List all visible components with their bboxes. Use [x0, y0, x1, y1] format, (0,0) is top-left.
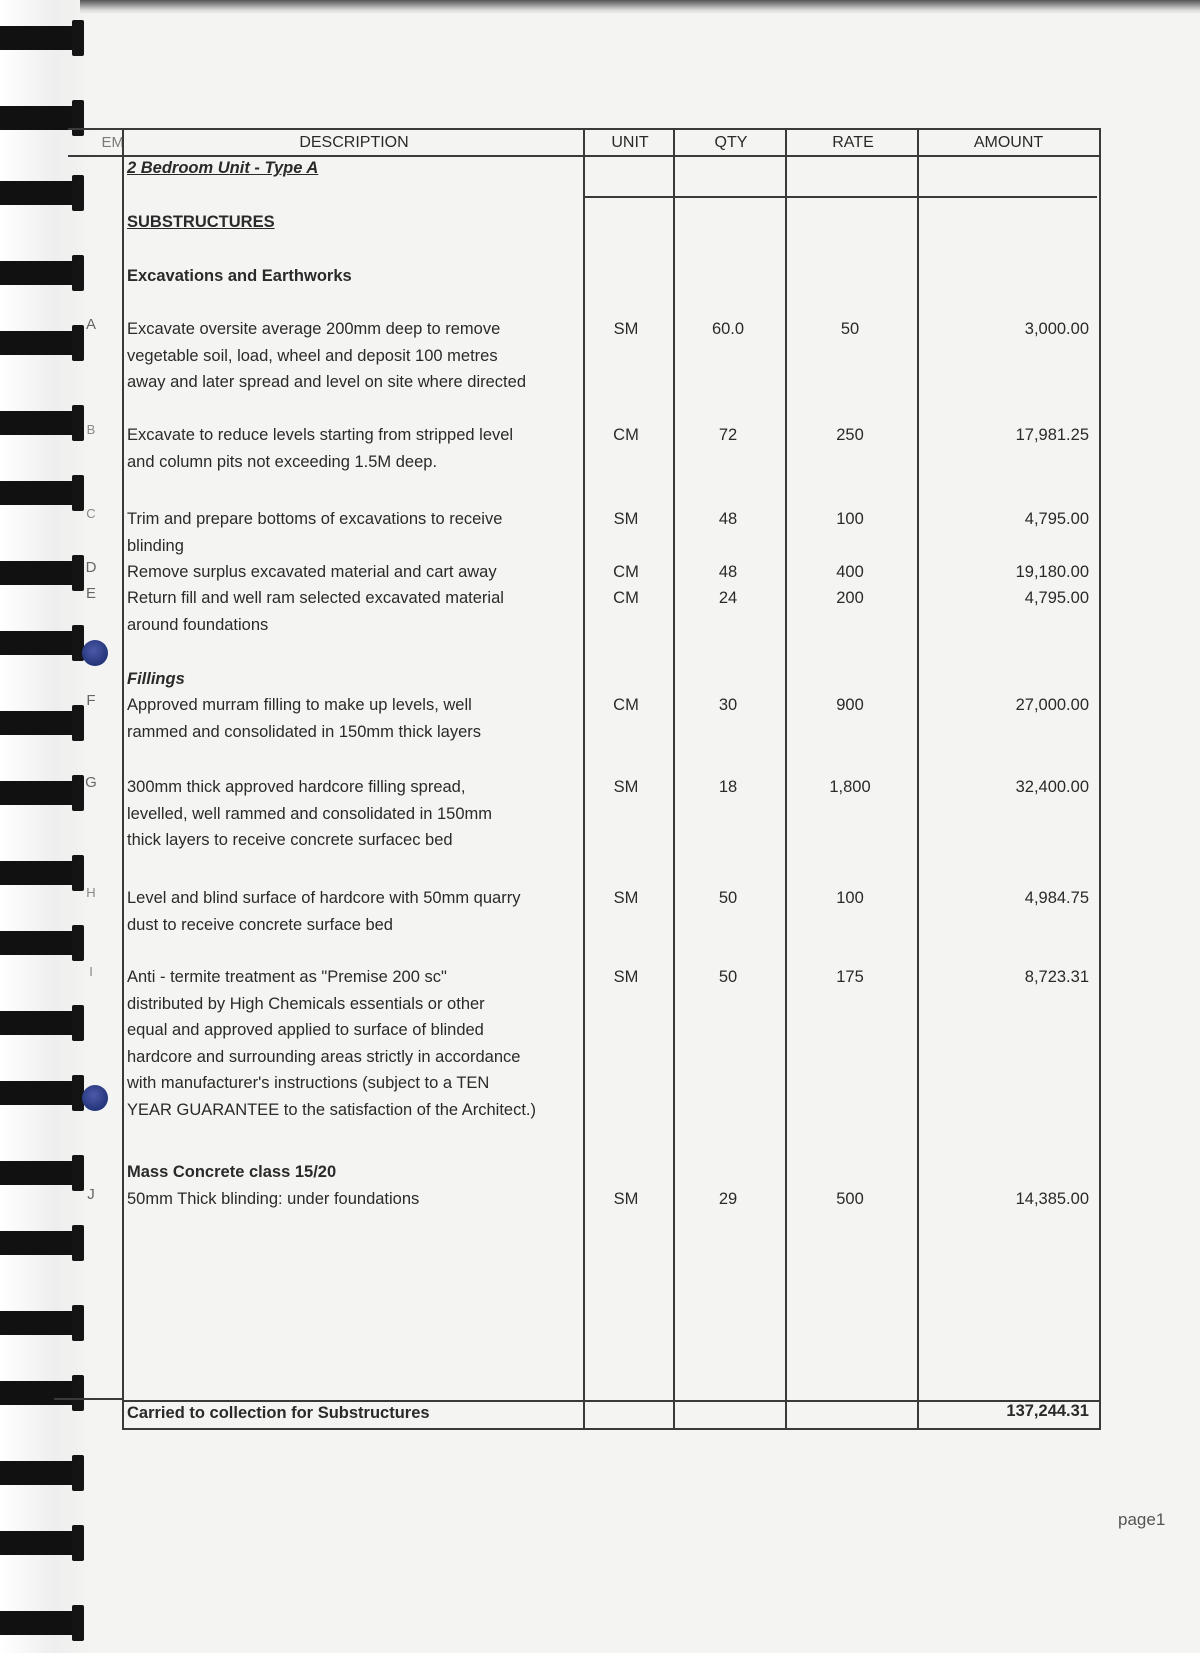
item-description-line: around foundations: [127, 615, 269, 634]
total-amount: 137,244.31: [1006, 1402, 1089, 1420]
total-label: Carried to collection for Substructures: [127, 1404, 430, 1422]
header-amount: AMOUNT: [973, 134, 1044, 151]
item-letter: D: [85, 559, 97, 576]
item-description-line: Anti - termite treatment as "Premise 200 sc": [127, 968, 447, 986]
unit-title: 2 Bedroom Unit - Type A: [127, 159, 319, 177]
scan-top-edge: [80, 0, 1200, 14]
item-description-line: levelled, well rammed and consolidated in 150mm: [127, 804, 493, 823]
item-description-line: with manufacturer's instructions (subject to a TEN: [127, 1074, 490, 1092]
item-unit: SM: [613, 778, 639, 796]
item-amount: 17,981.25: [1015, 426, 1089, 444]
item-qty: 50: [718, 889, 738, 907]
item-amount: 4,795.00: [1024, 589, 1089, 607]
item-column-header: EM: [68, 128, 124, 157]
item-qty: 48: [718, 510, 738, 528]
item-letter: F: [86, 692, 96, 709]
item-unit: SM: [613, 889, 639, 907]
item-rate: 900: [836, 696, 864, 714]
item-rate: 100: [836, 510, 864, 528]
item-description-line: blinding: [127, 536, 184, 555]
item-description-line: rammed and consolidated in 150mm thick layers: [127, 722, 482, 741]
item-amount: 14,385.00: [1015, 1190, 1089, 1208]
item-description-line: hardcore and surrounding areas strictly in accordance: [127, 1047, 521, 1066]
page-number: page1: [1118, 1510, 1166, 1529]
item-letter: E: [85, 585, 96, 602]
item-unit: CM: [613, 426, 639, 444]
item-description-line: equal and approved applied to surface of blinded: [127, 1021, 484, 1039]
header-unit: UNIT: [611, 134, 649, 151]
item-letter: G: [85, 774, 97, 791]
item-rate: 400: [836, 563, 864, 581]
item-rate: 500: [836, 1190, 864, 1208]
item-rate: 200: [836, 589, 864, 607]
item-letter: C: [86, 506, 96, 521]
item-description-line: vegetable soil, load, wheel and deposit 100 metres: [127, 346, 498, 365]
header-qty: QTY: [714, 134, 748, 151]
item-letter: J: [87, 1186, 95, 1203]
header-description: DESCRIPTION: [299, 134, 409, 151]
item-description-line: Approved murram filling to make up levels, well: [127, 696, 472, 714]
item-description-line: 50mm Thick blinding: under foundations: [127, 1190, 420, 1208]
item-amount: 4,984.75: [1024, 889, 1089, 907]
item-amount: 32,400.00: [1015, 778, 1089, 796]
item-amount: 27,000.00: [1015, 696, 1089, 714]
item-qty: 30: [718, 696, 738, 714]
item-description-line: Level and blind surface of hardcore with 50mm quarry: [127, 889, 521, 907]
item-rate: 1,800: [829, 778, 871, 796]
item-description-line: away and later spread and level on site where directed: [127, 373, 526, 391]
item-qty: 60.0: [711, 320, 745, 338]
item-unit: CM: [613, 696, 639, 714]
punch-hole: [82, 1085, 108, 1111]
item-rate: 50: [840, 320, 860, 338]
item-qty: 72: [718, 426, 738, 444]
item-rate: 250: [836, 426, 864, 444]
item-qty: 29: [718, 1190, 738, 1208]
item-description-line: and column pits not exceeding 1.5M deep.: [127, 452, 438, 471]
subsection-heading: Mass Concrete class 15/20: [127, 1163, 337, 1181]
item-amount: 8,723.31: [1024, 968, 1089, 986]
item-description-line: dust to receive concrete surface bed: [127, 915, 393, 934]
item-rate: 175: [836, 968, 864, 986]
item-description-line: Excavate to reduce levels starting from stripped level: [127, 426, 514, 444]
item-unit: CM: [613, 563, 639, 581]
item-amount: 4,795.00: [1024, 510, 1089, 528]
item-letter: I: [89, 964, 93, 979]
total-row-stub-line: [54, 1398, 124, 1400]
item-unit: SM: [613, 968, 639, 986]
item-letter: B: [86, 422, 96, 437]
table-header-row: [124, 130, 1099, 157]
header-rate: RATE: [832, 134, 874, 151]
item-description-line: Remove surplus excavated material and cart away: [127, 563, 497, 581]
item-description-line: Trim and prepare bottoms of excavations to receive: [127, 510, 503, 528]
item-description-line: thick layers to receive concrete surfacec bed: [127, 831, 453, 849]
item-amount: 3,000.00: [1024, 320, 1089, 338]
item-qty: 48: [718, 563, 738, 581]
item-unit: SM: [613, 510, 639, 528]
row-divider: [585, 196, 1097, 198]
item-unit: SM: [613, 320, 639, 338]
item-description-line: distributed by High Chemicals essentials or other: [127, 994, 485, 1013]
item-description-line: 300mm thick approved hardcore filling spread,: [127, 778, 466, 796]
item-qty: 50: [718, 968, 738, 986]
item-amount: 19,180.00: [1015, 563, 1089, 581]
subsection-heading: Excavations and Earthworks: [127, 267, 352, 285]
item-letter: A: [85, 316, 96, 333]
item-rate: 100: [836, 889, 864, 907]
subsection-heading: Fillings: [127, 670, 185, 688]
punch-hole: [82, 640, 108, 666]
item-description-line: Excavate oversite average 200mm deep to remove: [127, 320, 501, 338]
item-qty: 18: [718, 778, 738, 796]
section-heading: SUBSTRUCTURES: [127, 213, 275, 231]
item-letter: H: [86, 885, 96, 900]
item-description-line: Return fill and well ram selected excavated material: [127, 589, 504, 607]
item-unit: CM: [613, 589, 639, 607]
item-unit: SM: [613, 1190, 639, 1208]
item-qty: 24: [718, 589, 738, 607]
item-description-line: YEAR GUARANTEE to the satisfaction of the Architect.): [127, 1100, 536, 1119]
